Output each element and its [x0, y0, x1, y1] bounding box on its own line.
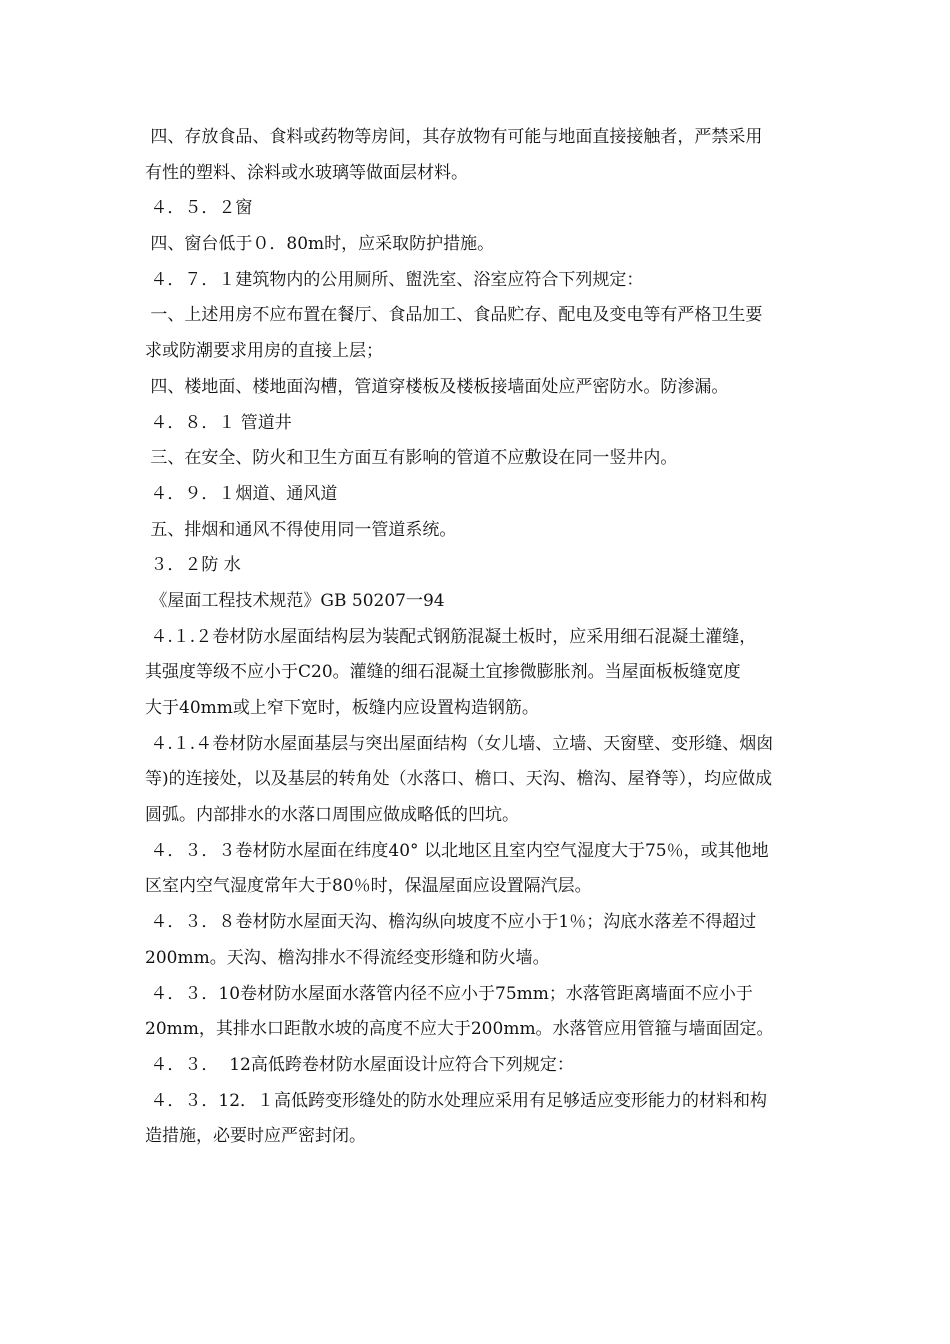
- document-body: [145, 120, 815, 1155]
- text-line: 200mm。天沟、檐沟排水不得流经变形缝和防火墙。: [145, 947, 550, 968]
- text-line: 三、在安全、防火和卫生方面互有影响的管道不应敷设在同一竖井内。: [145, 448, 678, 469]
- text-line: 《屋面工程技术规范》GB 50207一94: [145, 590, 445, 611]
- text-line: 等)的连接处，以及基层的转角处（水落口、檐口、天沟、檐沟、屋脊等），均应做成: [145, 769, 773, 790]
- text-line: 求或防潮要求用房的直接上层；: [145, 341, 383, 362]
- text-line: ４.１.２卷材防水屋面结构层为装配式钢筋混凝土板时，应采用细石混凝土灌缝，: [145, 626, 757, 647]
- text-line: ４.１.４卷材防水屋面基层与突出屋面结构（女儿墙、立墙、天窗壁、变形缝、烟囱: [145, 733, 774, 754]
- text-line: 四、窗台低于０．80m时，应采取防护措施。: [145, 234, 495, 255]
- text-line: 一、上述用房不应布置在餐厅、食品加工、食品贮存、配电及变电等有严格卫生要: [145, 305, 763, 326]
- text-line: ４．８．１ 管道井: [145, 412, 292, 433]
- text-line: 有性的塑料、涂料或水玻璃等做面层材料。: [145, 162, 468, 183]
- text-line: ４．３．12．１高低跨变形缝处的防水处理应采用有足够适应变形能力的材料和构: [145, 1090, 768, 1111]
- text-line: 其强度等级不应小于C20。灌缝的细石混凝土宜掺微膨胀剂。当屋面板板缝宽度: [145, 662, 741, 683]
- text-line: ４．３． 12高低跨卷材防水屋面设计应符合下列规定：: [145, 1054, 574, 1075]
- text-line: ４．９．１烟道、通风道: [145, 483, 338, 504]
- text-line: ３．２防 水: [145, 555, 241, 576]
- text-line: 圆弧。内部排水的水落口周围应做成略低的凹坑。: [145, 805, 519, 826]
- text-line: 造措施，必要时应严密封闭。: [145, 1126, 366, 1147]
- text-line: ４．５．２窗: [145, 198, 253, 219]
- text-line: 四、存放食品、食料或药物等房间，其存放物有可能与地面直接接触者，严禁采用: [145, 127, 763, 147]
- text-line: 20mm，其排水口距散水坡的高度不应大于200mm。水落管应用管箍与墙面固定。: [145, 1019, 774, 1040]
- text-line: ４．３．８卷材防水屋面天沟、檐沟纵向坡度不应小于1％；沟底水落差不得超过: [145, 912, 757, 933]
- text-line: 五、排烟和通风不得使用同一管道系统。: [145, 519, 457, 540]
- text-line: 四、楼地面、楼地面沟槽，管道穿楼板及楼板接墙面处应严密防水。防渗漏。: [145, 376, 729, 397]
- text-line: 区室内空气湿度常年大于80％时，保温屋面应设置隔汽层。: [145, 876, 592, 897]
- text-line: 大于40mm或上窄下宽时，板缝内应设置构造钢筋。: [145, 698, 539, 718]
- text-line: ４．７．１建筑物内的公用厕所、盥洗室、浴室应符合下列规定：: [145, 269, 644, 290]
- text-line: ４．３．10卷材防水屋面水落管内径不应小于75mm；水落管距离墙面不应小于: [145, 983, 753, 1004]
- text-line: ４．３．３卷材防水屋面在纬度40° 以北地区且室内空气湿度大于75％，或其他地: [145, 840, 769, 861]
